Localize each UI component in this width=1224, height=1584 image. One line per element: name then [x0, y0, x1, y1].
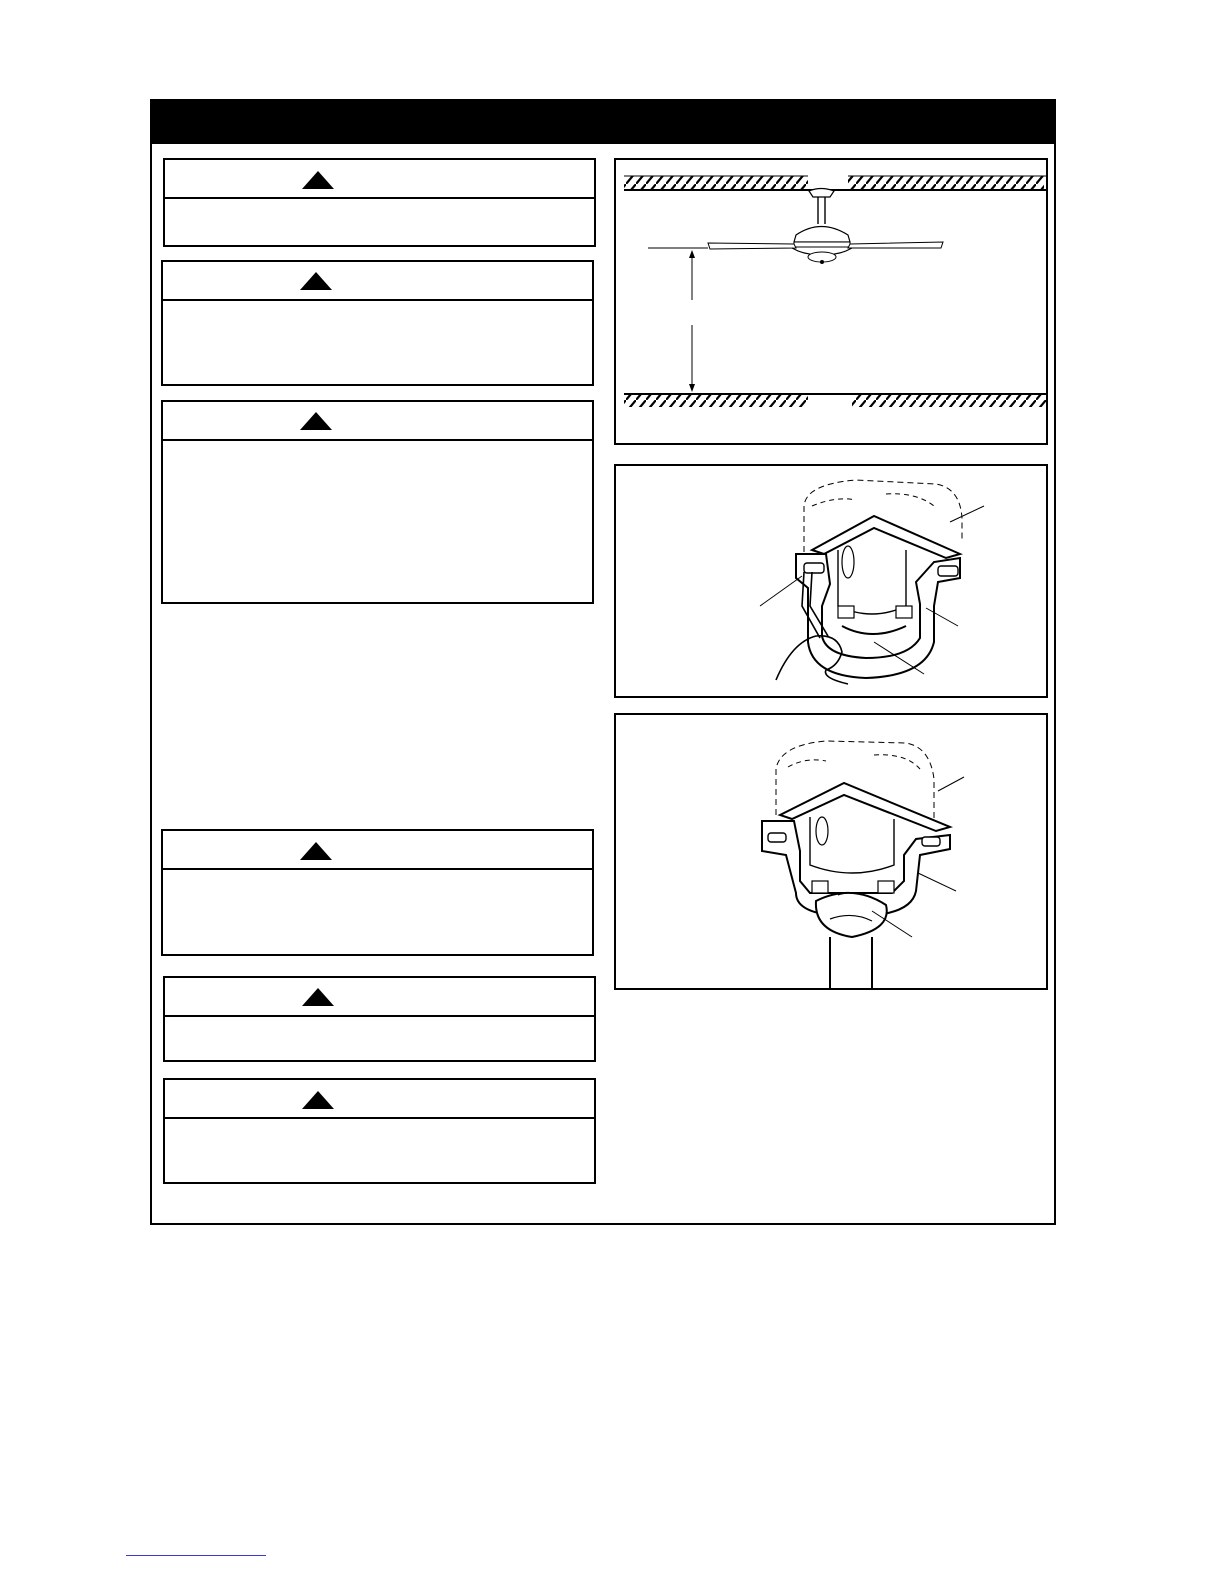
bracket-seated-figure	[614, 713, 1048, 990]
warning-triangle-icon	[299, 271, 333, 291]
warning-header	[165, 1080, 594, 1119]
warning-triangle-icon	[301, 987, 335, 1007]
section-header-bar	[150, 99, 1056, 144]
warning-box-6	[163, 1078, 596, 1184]
warning-box-5	[163, 976, 596, 1062]
warning-box-1	[163, 158, 596, 247]
warning-header	[163, 831, 592, 870]
warning-box-4	[161, 829, 594, 956]
warning-header	[163, 262, 592, 301]
warning-box-3	[161, 400, 594, 604]
mounting-bracket-installation-diagram-icon	[616, 466, 1048, 698]
warning-triangle-icon	[299, 841, 333, 861]
mounting-bracket-seated-diagram-icon	[616, 715, 1048, 990]
ceiling-fan-clearance-diagram-icon	[616, 160, 1048, 445]
warning-triangle-icon	[299, 411, 333, 431]
warning-triangle-icon	[301, 170, 335, 190]
warning-triangle-icon	[301, 1090, 335, 1110]
warning-header	[165, 978, 594, 1017]
footer-link-underline	[126, 1555, 266, 1556]
warning-header	[165, 160, 594, 199]
warning-box-2	[161, 260, 594, 386]
bracket-install-figure	[614, 464, 1048, 698]
warning-header	[163, 402, 592, 441]
fan-clearance-figure	[614, 158, 1048, 445]
